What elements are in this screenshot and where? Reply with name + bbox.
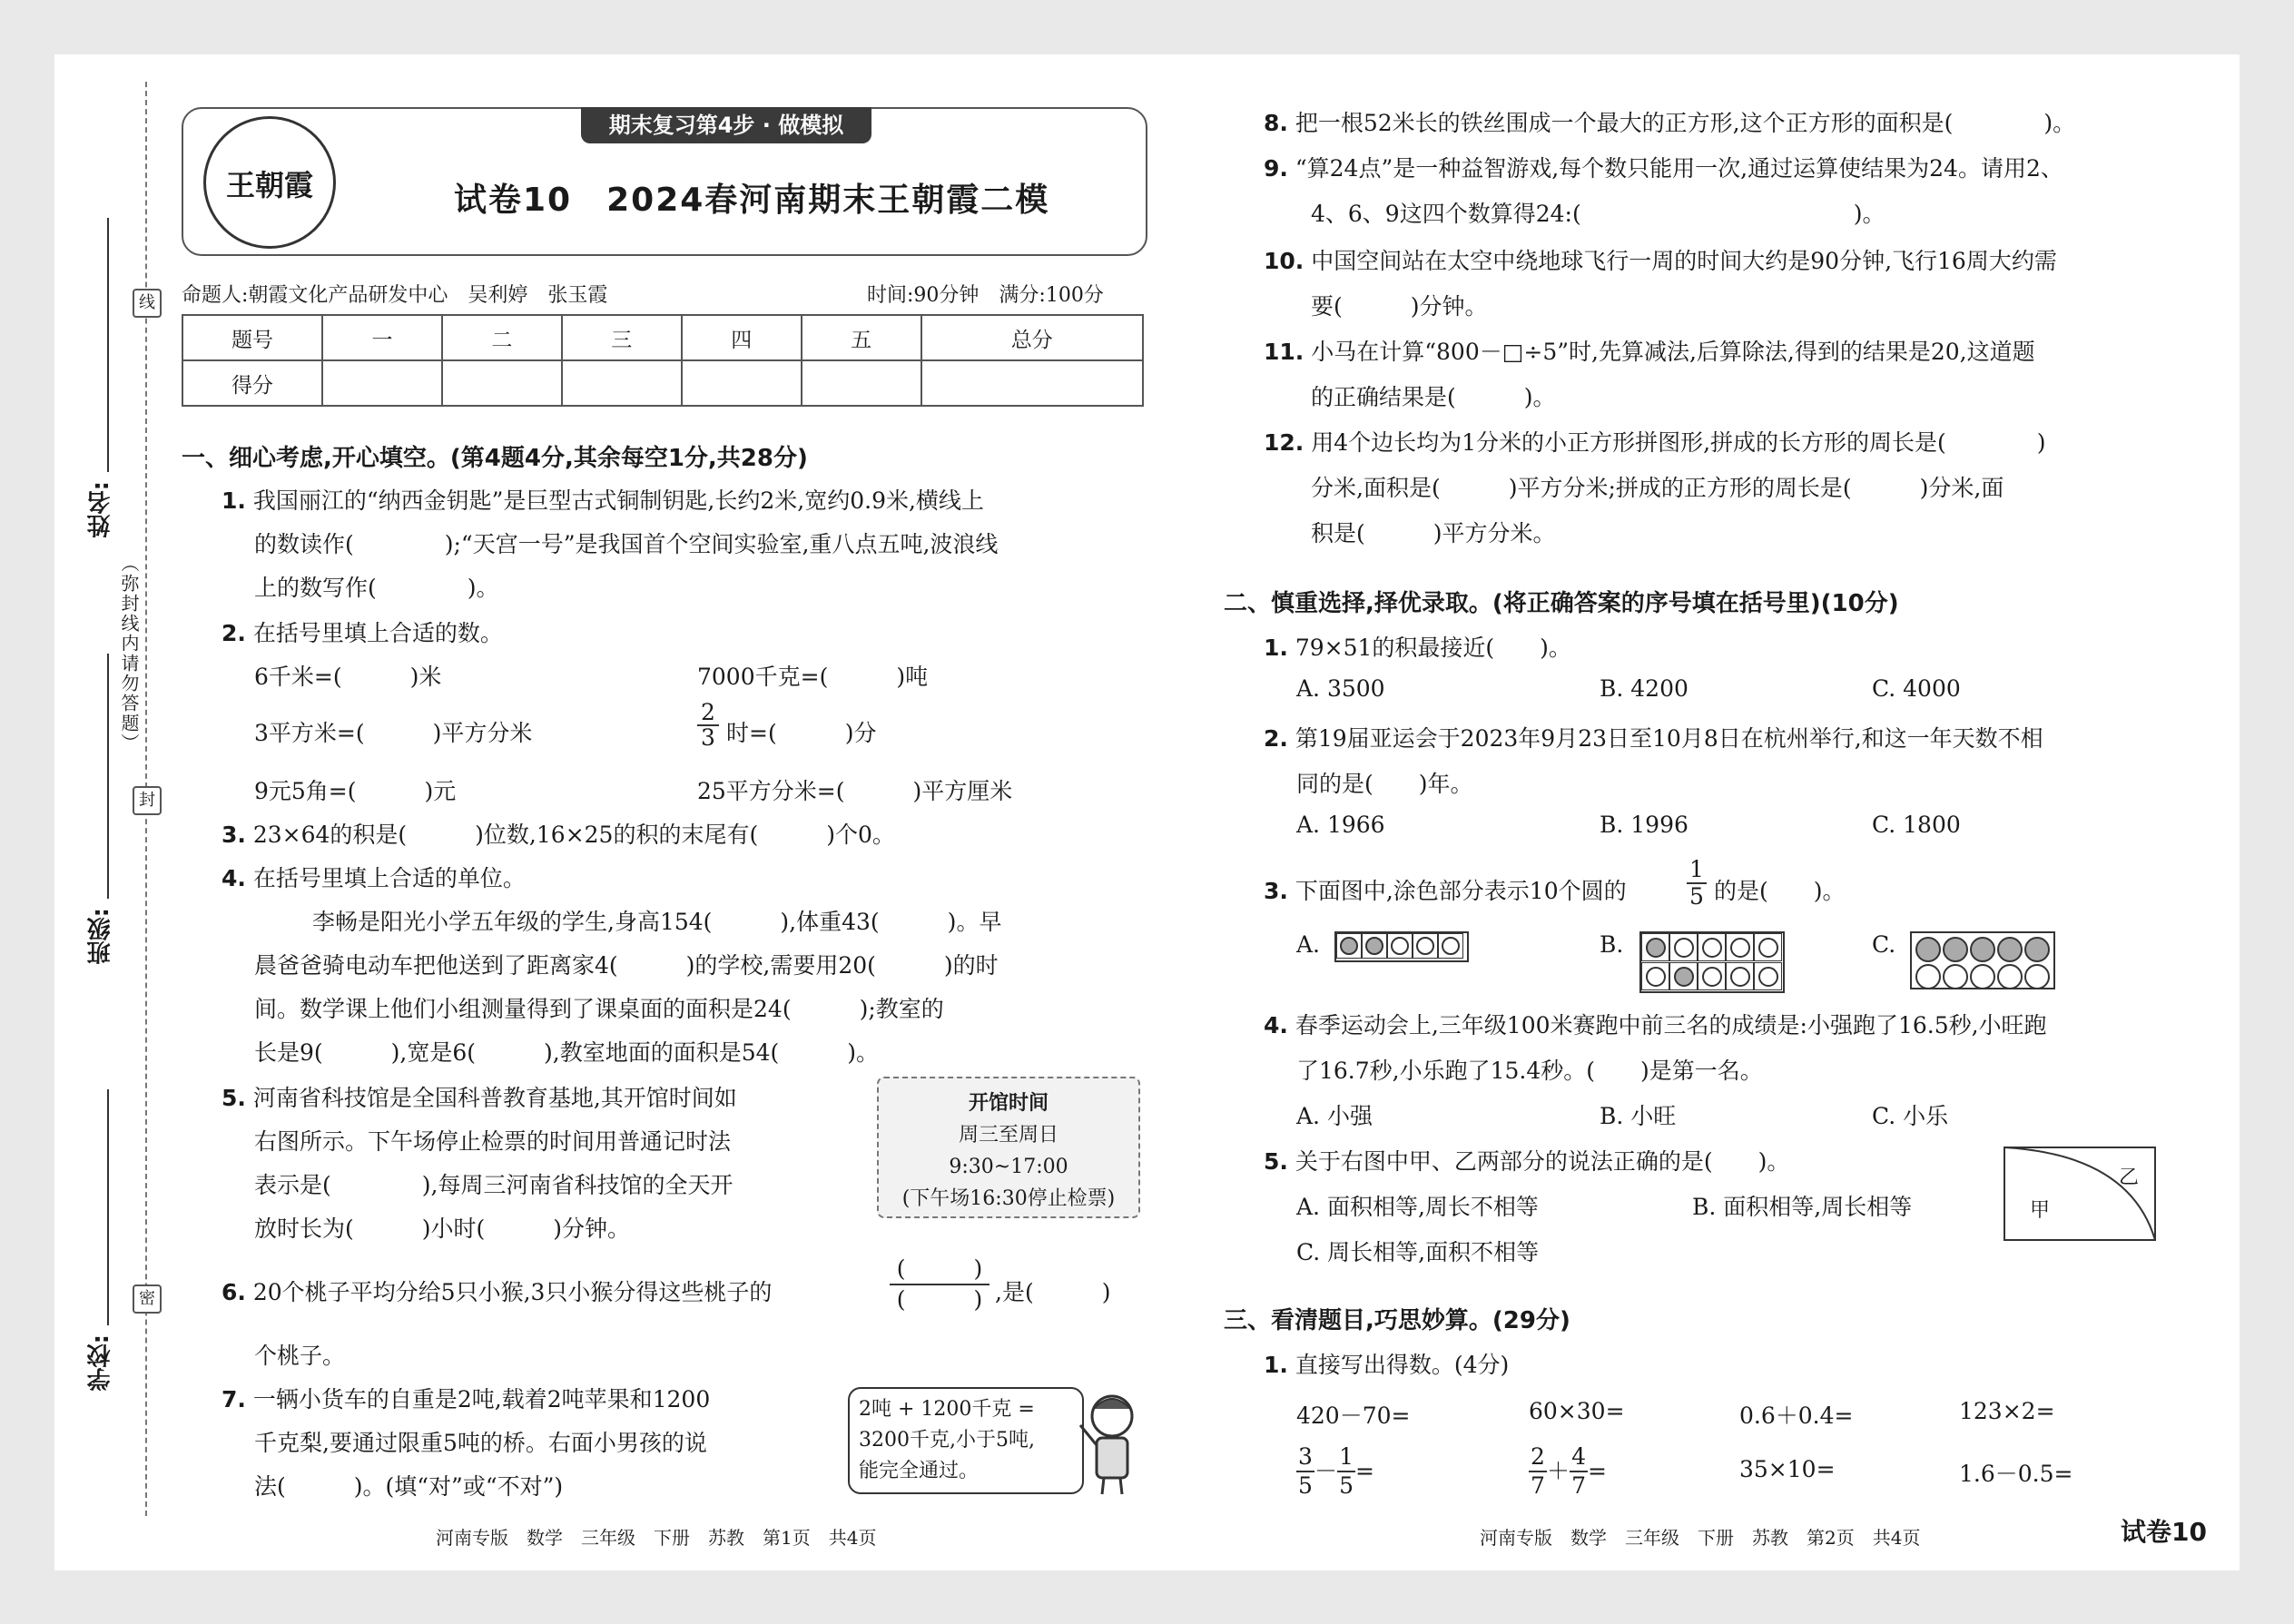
s2q3-fraction <box>1687 857 1707 910</box>
s2q5-text: 关于右图中甲、乙两部分的说法正确的是( )。 <box>1295 1148 1790 1175</box>
q-number: 1. <box>222 487 246 514</box>
opening-days: 周三至周日 <box>958 1124 1058 1147</box>
option-c[interactable]: C. <box>1872 931 1896 958</box>
q6-text: 20个桃子平均分给5只小猴,3只小猴分得这些桃子的 <box>252 1279 773 1305</box>
option-b-figure <box>1639 931 1785 993</box>
score-cell[interactable] <box>562 360 682 406</box>
fraction-numerator: 2 <box>701 699 715 725</box>
calc-item[interactable]: 35×10= <box>1739 1456 1836 1482</box>
q12-line2: 分米,面积是( )平方分米;拼成的正方形的周长是( )分米,面 <box>1311 475 2004 501</box>
fraction-numerator: 2 <box>1531 1443 1545 1470</box>
score-row-label: 得分 <box>182 360 322 406</box>
option-a[interactable]: A. <box>1296 931 1321 958</box>
equals: = <box>1355 1458 1374 1484</box>
option-a[interactable]: A. 面积相等,周长不相等 <box>1296 1194 1539 1220</box>
q2-text: 在括号里填上合适的数。 <box>252 620 503 646</box>
fraction-numerator: 3 <box>1298 1443 1313 1470</box>
school-underline <box>107 1089 109 1325</box>
s2q3-text: 下面图中,涂色部分表示10个圆的 <box>1295 878 1627 904</box>
class-label: 班级: <box>87 908 114 965</box>
calc-item[interactable]: 1.6－0.5= <box>1959 1461 2073 1487</box>
q5-line1: 河南省科技馆是全国科普教育基地,其开馆时间如 <box>252 1085 737 1111</box>
footer-left: 河南专版 数学 三年级 下册 苏教 第1页 共4页 <box>436 1527 877 1549</box>
q3-text: 23×64的积是( )位数,16×25的积的末尾有( )个0。 <box>252 822 895 848</box>
s3q1-text: 直接写出得数。(4分) <box>1295 1352 1510 1378</box>
fraction-denominator: 5 <box>1337 1471 1355 1500</box>
q2-item: 3平方米=( )平方分米 <box>254 720 533 746</box>
class-underline <box>107 654 109 899</box>
q-number: 4. <box>222 865 246 891</box>
name-underline <box>107 218 109 472</box>
score-cell[interactable] <box>921 360 1143 406</box>
fraction-denominator: 7 <box>1529 1471 1547 1500</box>
q-number: 1. <box>1264 635 1288 661</box>
q4-line: 晨爸爸骑电动车把他送到了距离家4( )的学校,需要用20( )的时 <box>254 952 999 979</box>
q8-text: 把一根52米长的铁丝围成一个最大的正方形,这个正方形的面积是( )。 <box>1295 110 2076 136</box>
seal-seal-label: 封 <box>133 786 162 815</box>
q-number: 10. <box>1264 248 1305 274</box>
q11-line1: 小马在计算“800－□÷5”时,先算减法,后算除法,得到的结果是20,这道题 <box>1311 339 2035 365</box>
q9-line2: 4、6、9这四个数算得24:( )。 <box>1311 201 1885 227</box>
ticket-stop-note: (下午场16:30停止检票) <box>901 1187 1116 1210</box>
section3-title: 三、看清题目,巧思妙算。(29分) <box>1224 1307 1570 1334</box>
score-header: 一 <box>322 315 442 360</box>
calc-item[interactable]: 123×2= <box>1959 1398 2055 1424</box>
option-a[interactable]: A. 小强 <box>1296 1103 1373 1129</box>
option-c[interactable]: C. 1800 <box>1872 812 1961 838</box>
s2q2-line1: 第19届亚运会于2023年9月23日至10月8日在杭州举行,和这一年天数不相 <box>1295 725 2043 752</box>
s2q2-line2: 同的是( )年。 <box>1296 771 1473 797</box>
q4-line: 长是9( ),宽是6( ),教室地面的面积是54( )。 <box>254 1039 880 1066</box>
opening-hours-title: 开馆时间 <box>968 1092 1049 1115</box>
option-b[interactable]: B. 面积相等,周长相等 <box>1692 1194 1913 1220</box>
q2-item: 9元5角=( )元 <box>254 778 457 804</box>
section2-title: 二、慎重选择,择优录取。(将正确答案的序号填在括号里)(10分) <box>1224 590 1899 617</box>
exam-title: 试卷10 2024春河南期末王朝霞二模 <box>454 182 1050 219</box>
bubble-line: 能完全通过。 <box>859 1460 980 1482</box>
score-header: 二 <box>442 315 562 360</box>
score-cell[interactable] <box>682 360 802 406</box>
bubble-line: 3200千克,小于5吨, <box>859 1429 1035 1452</box>
operator: ＋ <box>1547 1458 1570 1484</box>
option-b[interactable]: B. <box>1600 931 1624 958</box>
binding-note: （弥封线内请勿答题） <box>118 554 140 753</box>
name-label: 姓名: <box>87 481 114 538</box>
option-a-figure <box>1334 931 1469 962</box>
fraction-denominator: 5 <box>1296 1471 1314 1500</box>
score-cell[interactable] <box>802 360 921 406</box>
q5-line4: 放时长为( )小时( )分钟。 <box>254 1216 631 1242</box>
fraction-denominator: 7 <box>1570 1471 1588 1500</box>
option-c[interactable]: C. 周长相等,面积不相等 <box>1296 1239 1540 1265</box>
s2q3-tail: 的是( )。 <box>1714 878 1846 904</box>
q1-line3: 上的数写作( )。 <box>254 575 499 601</box>
seal-line-label: 线 <box>133 289 162 318</box>
equals: = <box>1588 1458 1607 1484</box>
opening-time: 9:30~17:00 <box>949 1156 1068 1178</box>
option-c[interactable]: C. 4000 <box>1872 675 1961 702</box>
option-a[interactable]: A. 3500 <box>1296 675 1385 702</box>
q-number: 12. <box>1264 429 1305 456</box>
q6-tail: ,是( ) <box>995 1279 1111 1305</box>
boy-illustration <box>1071 1389 1153 1498</box>
q2-item: 7000千克=( )吨 <box>697 664 929 690</box>
q7-line2: 千克梨,要通过限重5吨的桥。右面小男孩的说 <box>254 1430 707 1456</box>
seal-close-label: 密 <box>133 1284 162 1314</box>
q-number: 1. <box>1264 1352 1288 1378</box>
fraction-numerator: 1 <box>1339 1443 1354 1470</box>
q2-item: 25平方分米=( )平方厘米 <box>697 778 1013 804</box>
score-cell[interactable] <box>322 360 442 406</box>
school-label: 学校: <box>87 1334 114 1392</box>
region-figure <box>2003 1146 2159 1244</box>
q-number: 5. <box>222 1085 246 1111</box>
calc-fraction-item[interactable] <box>1529 1443 1607 1500</box>
fraction-numerator[interactable]: ( ) <box>896 1255 983 1282</box>
q-number: 3. <box>222 822 246 848</box>
boy-speech-bubble <box>848 1387 1084 1494</box>
region-jia-label: 甲 <box>2030 1199 2051 1222</box>
header-tab: 期末复习第4步 · 做模拟 <box>581 107 871 143</box>
q-number: 7. <box>222 1386 246 1412</box>
region-yi-label: 乙 <box>2119 1166 2140 1189</box>
q-number: 6. <box>222 1279 246 1305</box>
q-number: 3. <box>1264 878 1288 904</box>
fraction-denominator[interactable]: ( ) <box>890 1284 989 1314</box>
footer-right: 河南专版 数学 三年级 下册 苏教 第2页 共4页 <box>1480 1527 1921 1549</box>
authors: 命题人:朝霞文化产品研发中心 吴利婷 张玉霞 <box>182 284 608 307</box>
q-number: 2. <box>222 620 246 646</box>
bubble-line: 2吨 + 1200千克 = <box>859 1398 1035 1421</box>
logo-text: 王朝霞 <box>225 168 313 202</box>
q6-line2: 个桃子。 <box>254 1343 346 1369</box>
s2q4-line1: 春季运动会上,三年级100米赛跑中前三名的成绩是:小强跑了16.5秒,小旺跑 <box>1295 1012 2047 1038</box>
option-a[interactable]: A. 1966 <box>1296 812 1385 838</box>
fraction-denominator: 3 <box>697 724 719 750</box>
q10-line2: 要( )分钟。 <box>1311 293 1488 320</box>
score-table <box>182 314 1144 407</box>
s2q1-text: 79×51的积最接近( )。 <box>1295 635 1571 661</box>
q9-line1: “算24点”是一种益智游戏,每个数只能用一次,通过运算使结果为24。请用2、 <box>1295 155 2063 182</box>
calc-fraction-item[interactable] <box>1296 1443 1374 1500</box>
time-score: 时间:90分钟 满分:100分 <box>867 284 1104 307</box>
score-header: 总分 <box>921 315 1143 360</box>
q2-fraction <box>697 701 719 750</box>
score-header: 题号 <box>182 315 322 360</box>
q12-line1: 用4个边长均为1分米的小正方形拼图形,拼成的长方形的周长是( ) <box>1311 429 2046 456</box>
q5-line3: 表示是( ),每周三河南省科技馆的全天开 <box>254 1172 733 1198</box>
option-c[interactable]: C. 小乐 <box>1872 1103 1949 1129</box>
q-number: 4. <box>1264 1012 1288 1038</box>
exam-badge: 试卷10 <box>2121 1517 2207 1547</box>
fraction-numerator: 4 <box>1571 1443 1586 1470</box>
score-header: 五 <box>802 315 921 360</box>
q-number: 8. <box>1264 110 1288 136</box>
q11-line2: 的正确结果是( )。 <box>1311 384 1556 410</box>
q10-line1: 中国空间站在太空中绕地球飞行一周的时间大约是90分钟,飞行16周大约需 <box>1311 248 2057 274</box>
q7-line1: 一辆小货车的自重是2吨,载着2吨苹果和1200 <box>252 1386 711 1412</box>
q6-fraction <box>890 1255 989 1314</box>
opening-hours-box <box>877 1077 1140 1218</box>
q-number: 11. <box>1264 339 1305 365</box>
q4-line: 间。数学课上他们小组测量得到了课桌面的面积是24( );教室的 <box>254 996 944 1022</box>
q1-line2: 的数读作( );“天宫一号”是我国首个空间实验室,重八点五吨,波浪线 <box>254 531 999 557</box>
fraction-numerator: 1 <box>1689 856 1704 882</box>
option-c-figure <box>1910 931 2055 989</box>
score-header: 四 <box>682 315 802 360</box>
q-number: 9. <box>1264 155 1288 182</box>
calc-item[interactable]: 420－70= <box>1296 1403 1411 1429</box>
q-number: 5. <box>1264 1148 1288 1175</box>
q12-line3: 积是( )平方分米。 <box>1311 520 1556 546</box>
operator: － <box>1314 1458 1338 1484</box>
section1-title: 一、细心考虑,开心填空。(第4题4分,其余每空1分,共28分) <box>182 445 808 472</box>
calc-item[interactable]: 0.6＋0.4= <box>1739 1403 1854 1429</box>
option-b[interactable]: B. 4200 <box>1600 675 1689 702</box>
q7-line3: 法( )。(填“对”或“不对”) <box>254 1473 564 1500</box>
score-header: 三 <box>562 315 682 360</box>
score-cell[interactable] <box>442 360 562 406</box>
fraction-denominator: 5 <box>1687 882 1707 910</box>
s2q4-line2: 了16.7秒,小乐跑了15.4秒。( )是第一名。 <box>1296 1058 1763 1084</box>
q4-line: 李畅是阳光小学五年级的学生,身高154( ),体重43( )。早 <box>312 909 1002 935</box>
brand-logo <box>203 116 336 249</box>
option-b[interactable]: B. 小旺 <box>1600 1103 1677 1129</box>
q2-item: 时=( )分 <box>726 720 877 746</box>
calc-item[interactable]: 60×30= <box>1529 1398 1625 1424</box>
q5-line2: 右图所示。下午场停止检票的时间用普通记时法 <box>254 1128 732 1155</box>
option-b[interactable]: B. 1996 <box>1600 812 1689 838</box>
q2-item: 6千米=( )米 <box>254 664 442 690</box>
q1-line1: 我国丽江的“纳西金钥匙”是巨型古式铜制钥匙,长约2米,宽约0.9米,横线上 <box>252 487 984 514</box>
q4-text: 在括号里填上合适的单位。 <box>252 865 526 891</box>
q-number: 2. <box>1264 725 1288 752</box>
